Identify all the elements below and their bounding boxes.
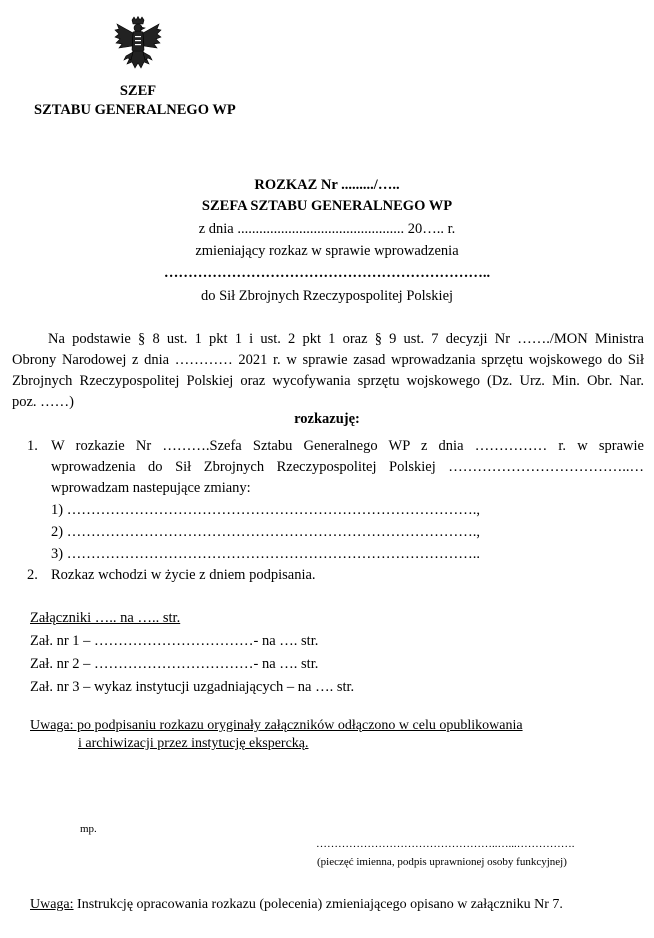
attachments-title: Załączniki ….. na ….. str. <box>30 610 181 626</box>
note-1-line-1: Uwaga: po podpisaniu rozkazu oryginały załączników odłączono w celu opublikowania <box>30 718 523 733</box>
order-date-line: z dnia .............................................. 20….. r. <box>198 221 456 237</box>
note-2-text: Instrukcję opracowania rozkazu (polecenia) zmieniającego opisano w załączniku Nr 7. <box>73 897 563 912</box>
header-line-1: SZEF <box>119 83 157 99</box>
preamble-line-4: poz. ……) <box>12 394 75 410</box>
sub-item-2: 2) …………………………………………………………………………., <box>51 524 480 540</box>
order-number: ROZKAZ Nr ........./….. <box>254 177 400 193</box>
order-issuer: SZEFA SZTABU GENERALNEGO WP <box>201 198 453 214</box>
preamble-line-3: Zbrojnych Rzeczypospolitej Polskiej oraz wycofywania sprzętu wojskowego (Dz. Urz. Min. Obr. Nar. <box>12 373 644 389</box>
attachment-2: Zał. nr 2 – ……………………………- na …. str. <box>30 656 319 672</box>
note-2-label: Uwaga: <box>30 897 74 912</box>
sub-item-1: 1) …………………………………………………………………………., <box>51 502 480 518</box>
attachment-1: Zał. nr 1 – ……………………………- na …. str. <box>30 633 319 649</box>
attachment-3: Zał. nr 3 – wykaz instytucji uzgadniających – na …. str. <box>30 679 355 695</box>
signature-dots: …………………………………………..…...……………. <box>316 838 575 850</box>
item-2-text: Rozkaz wchodzi w życie z dniem podpisania. <box>51 567 316 583</box>
item-number-2: 2. <box>27 567 38 583</box>
note-2 <box>30 897 563 913</box>
seal-place-label: mp. <box>80 823 97 835</box>
order-subject-dots: ………………………………………………………….. <box>163 265 491 281</box>
decree-word: rozkazuję: <box>294 411 360 427</box>
item-1-line-3: wprowadzam nastepujące zmiany: <box>51 480 251 496</box>
sub-item-3: 3) ………………………………………………………………………….. <box>51 546 480 562</box>
note-1-line-2: i archiwizacji przez instytucję ekspercką. <box>78 736 309 751</box>
item-1-line-1: W rozkazie Nr ……….Szefa Sztabu Generalnego WP z dnia …………… r. w sprawie <box>51 438 644 454</box>
order-subject-line-1: zmieniający rozkaz w sprawie wprowadzenia <box>195 243 459 259</box>
signature-caption: (pieczęć imienna, podpis uprawnionej osoby funkcyjnej) <box>317 856 567 868</box>
preamble-line-1: Na podstawie § 8 ust. 1 pkt 1 i ust. 2 pkt 1 oraz § 9 ust. 7 decyzji Nr ……./MON Ministra <box>48 331 644 347</box>
preamble-line-2: Obrony Narodowej z dnia ………… 2021 r. w sprawie zasad wprowadzania sprzętu wojskowego do Sił <box>12 352 644 368</box>
item-number-1: 1. <box>27 438 38 454</box>
item-1-line-2: wprowadzenia do Sił Zbrojnych Rzeczypospolitej Polskiej ………………………………..… <box>51 459 644 475</box>
header-line-2: SZTABU GENERALNEGO WP <box>34 102 236 118</box>
polish-eagle-emblem-icon <box>113 16 163 76</box>
order-subject-line-2: do Sił Zbrojnych Rzeczypospolitej Polskiej <box>200 288 454 304</box>
